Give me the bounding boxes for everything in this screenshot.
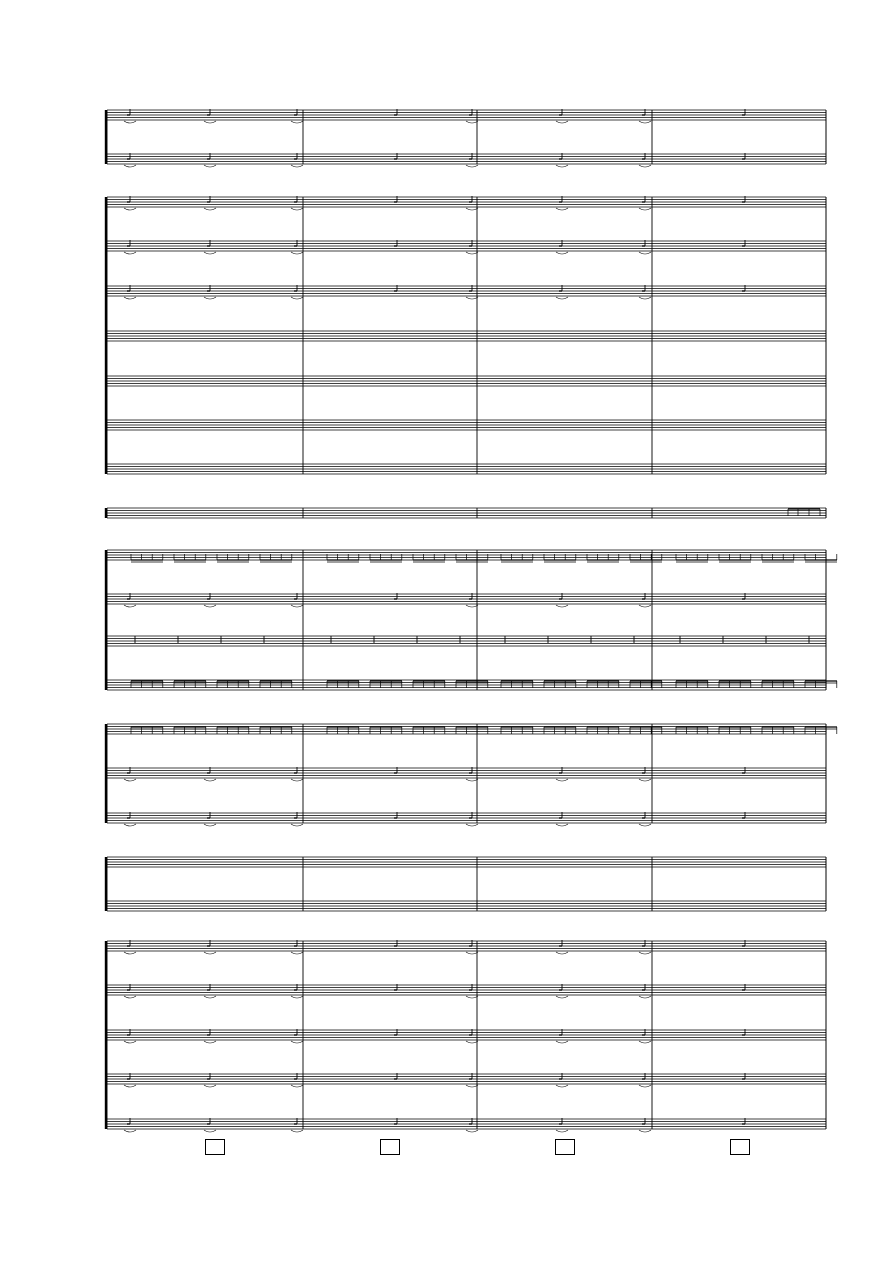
staff	[107, 1030, 826, 1040]
beam-group	[805, 727, 837, 734]
beam-group	[413, 681, 445, 688]
tie	[291, 1085, 303, 1087]
beam-group	[217, 727, 249, 734]
staff	[107, 985, 826, 995]
tie	[556, 952, 568, 954]
tie	[291, 605, 303, 607]
tie	[639, 605, 651, 607]
beam-group	[370, 681, 402, 688]
tie	[204, 1085, 216, 1087]
rehearsal-mark	[380, 1139, 400, 1155]
tie	[466, 779, 478, 781]
tie	[291, 952, 303, 954]
beam-group	[260, 727, 292, 734]
tie	[204, 165, 216, 167]
tie	[639, 121, 651, 123]
beam-group	[217, 681, 249, 688]
beam-group	[544, 727, 576, 734]
tie	[556, 824, 568, 826]
beam-group	[260, 681, 292, 688]
tie	[204, 297, 216, 299]
tie	[466, 952, 478, 954]
staff-group-1	[106, 109, 826, 167]
tie	[466, 824, 478, 826]
beam-group	[676, 727, 708, 734]
tie	[204, 1130, 216, 1132]
tie	[124, 605, 136, 607]
staff-group-5	[106, 724, 837, 826]
staff	[107, 636, 826, 646]
staff	[107, 508, 826, 518]
staff-group-2	[106, 196, 826, 474]
beam-group	[587, 727, 619, 734]
beam-group	[456, 727, 488, 734]
tie	[466, 996, 478, 998]
tie	[639, 165, 651, 167]
tie	[639, 1085, 651, 1087]
beam-group	[327, 681, 359, 688]
tie	[204, 605, 216, 607]
staff-group-6	[106, 857, 826, 911]
staff	[107, 1119, 826, 1129]
tie	[556, 252, 568, 254]
tie	[466, 208, 478, 210]
tie	[466, 1085, 478, 1087]
staff	[107, 241, 826, 251]
beam-group	[676, 681, 708, 688]
staff	[107, 420, 826, 430]
staff	[107, 594, 826, 604]
tie	[291, 1041, 303, 1043]
beam-group	[762, 681, 794, 688]
tie	[291, 208, 303, 210]
tie	[556, 165, 568, 167]
tie	[556, 1041, 568, 1043]
tie	[124, 779, 136, 781]
staff	[107, 1074, 826, 1084]
tie	[556, 208, 568, 210]
tie	[204, 952, 216, 954]
staff	[107, 154, 826, 164]
tie	[291, 779, 303, 781]
beam-group	[762, 727, 794, 734]
beam-group	[719, 681, 751, 688]
tie	[291, 824, 303, 826]
beam-group	[370, 727, 402, 734]
tie	[466, 605, 478, 607]
beam-group	[501, 727, 533, 734]
tie	[124, 996, 136, 998]
tie	[124, 297, 136, 299]
tie	[466, 1130, 478, 1132]
tie	[639, 779, 651, 781]
tie	[124, 824, 136, 826]
tie	[291, 252, 303, 254]
tie	[204, 996, 216, 998]
tie	[204, 121, 216, 123]
tie	[291, 996, 303, 998]
beam-group	[413, 727, 445, 734]
beam-group	[131, 681, 163, 688]
tie	[639, 1041, 651, 1043]
beam-group	[131, 727, 163, 734]
tie	[204, 779, 216, 781]
staff	[107, 197, 826, 207]
rehearsal-mark	[730, 1139, 750, 1155]
beam-group	[805, 681, 837, 688]
beam-group	[174, 681, 206, 688]
staff	[107, 813, 826, 823]
beam-group	[174, 727, 206, 734]
staff-group-3	[106, 508, 826, 518]
beam-group	[501, 681, 533, 688]
staff	[107, 110, 826, 120]
beam-group	[327, 727, 359, 734]
staff	[107, 857, 826, 867]
tie	[204, 824, 216, 826]
staff-group-4	[106, 550, 837, 690]
tie	[556, 605, 568, 607]
tie	[124, 121, 136, 123]
tie	[124, 952, 136, 954]
staff-notes	[135, 636, 809, 643]
tie	[466, 121, 478, 123]
beam-group	[587, 681, 619, 688]
tie	[639, 252, 651, 254]
tie	[556, 996, 568, 998]
staff	[107, 464, 826, 474]
staff-notes	[788, 509, 820, 516]
staff-notes	[131, 681, 837, 688]
tie	[204, 252, 216, 254]
tie	[556, 297, 568, 299]
staff	[107, 768, 826, 778]
staff	[107, 901, 826, 911]
tie	[291, 165, 303, 167]
staff	[107, 941, 826, 951]
tie	[639, 952, 651, 954]
beam-group	[544, 681, 576, 688]
staff	[107, 376, 826, 386]
staff	[107, 331, 826, 341]
beam-group	[630, 681, 662, 688]
tie	[556, 779, 568, 781]
beam-group	[719, 727, 751, 734]
tie	[556, 1085, 568, 1087]
tie	[124, 1130, 136, 1132]
staff-group-7	[106, 940, 826, 1132]
tie	[124, 1041, 136, 1043]
tie	[204, 1041, 216, 1043]
tie	[639, 208, 651, 210]
tie	[639, 824, 651, 826]
tie	[124, 1085, 136, 1087]
rehearsal-mark	[205, 1139, 225, 1155]
tie	[291, 1130, 303, 1132]
tie	[466, 165, 478, 167]
staff	[107, 286, 826, 296]
staff-notes	[131, 727, 837, 734]
tie	[466, 252, 478, 254]
tie	[124, 165, 136, 167]
tie	[124, 208, 136, 210]
rehearsal-mark	[555, 1139, 575, 1155]
tie	[204, 208, 216, 210]
tie	[639, 1130, 651, 1132]
tie	[639, 297, 651, 299]
beam-group	[456, 681, 488, 688]
beam-group	[630, 727, 662, 734]
tie	[466, 1041, 478, 1043]
tie	[291, 297, 303, 299]
tie	[556, 121, 568, 123]
tie	[556, 1130, 568, 1132]
tie	[124, 252, 136, 254]
tie	[639, 996, 651, 998]
tie	[291, 121, 303, 123]
tie	[466, 297, 478, 299]
